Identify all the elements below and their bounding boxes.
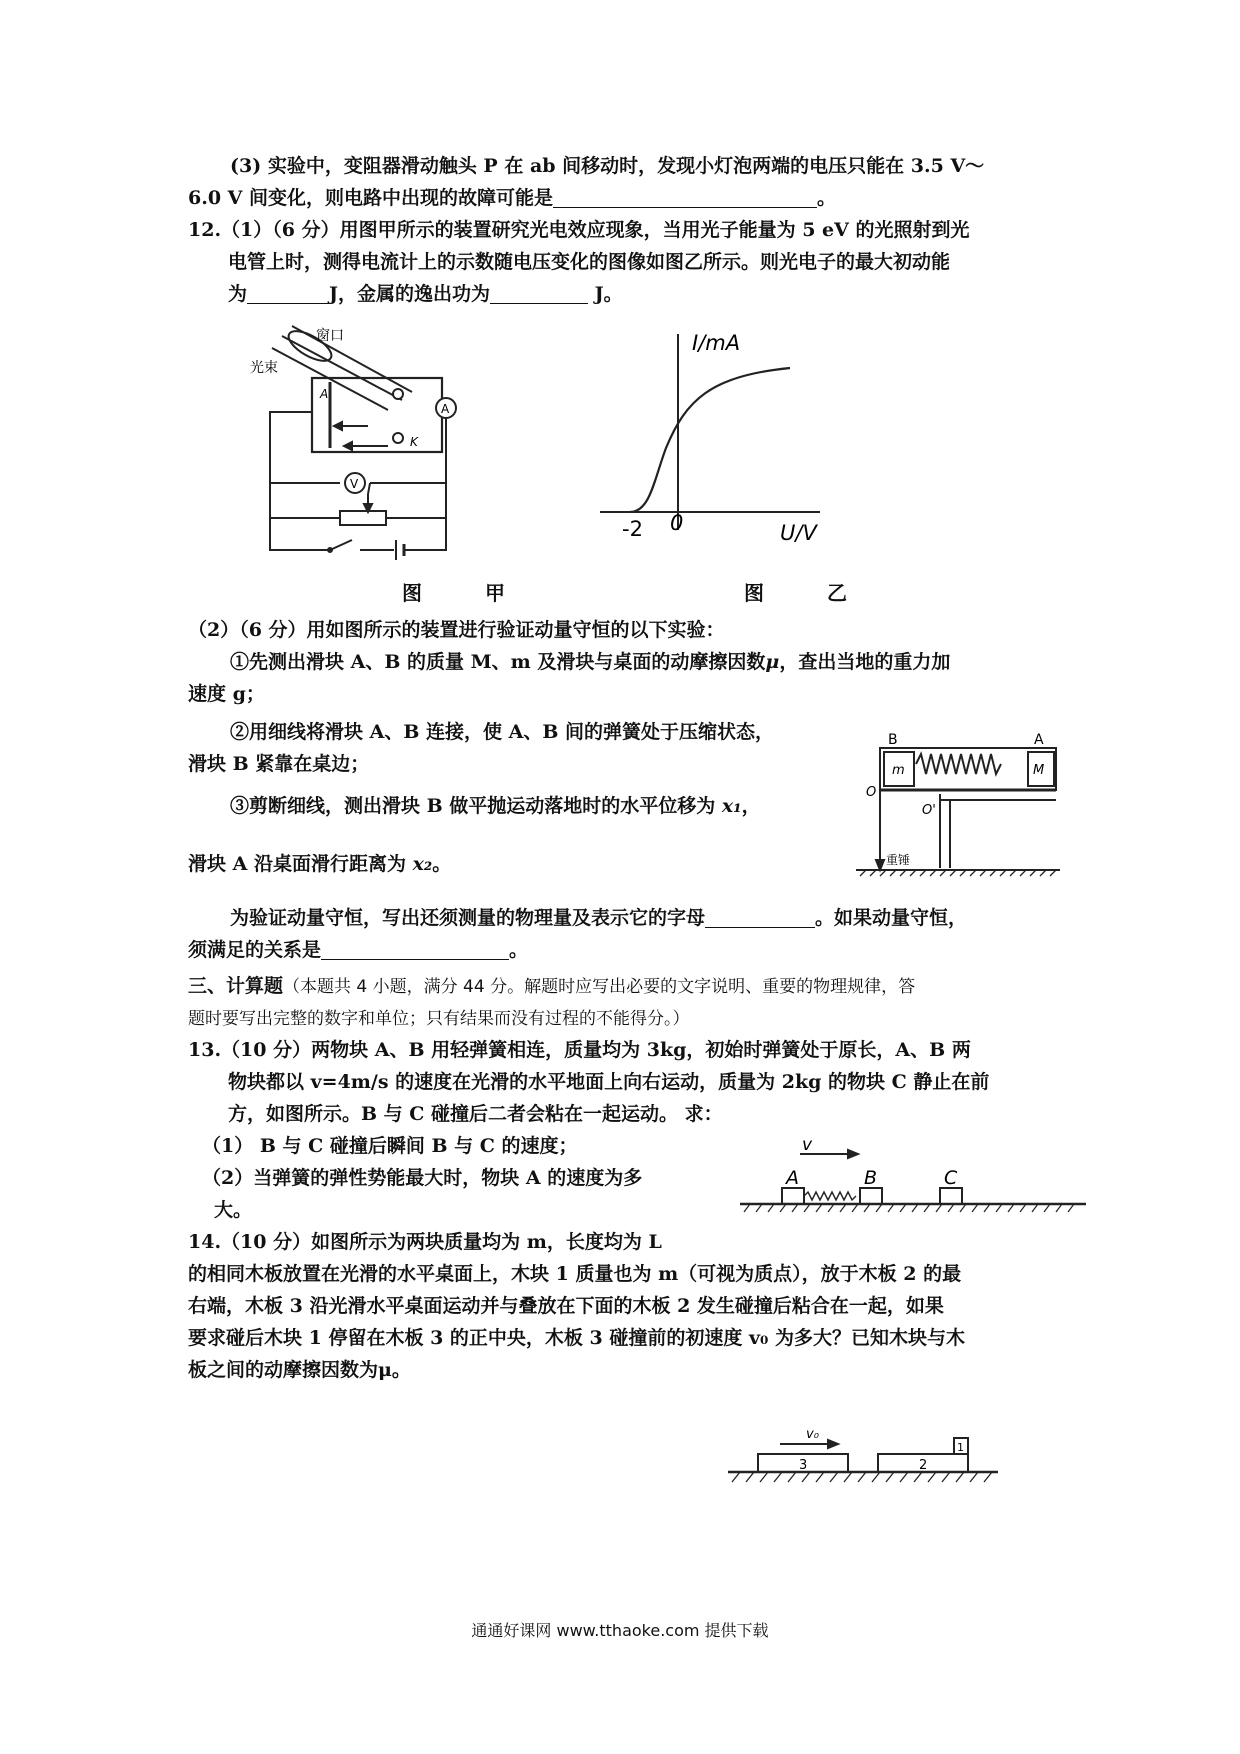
step2: ②用细线将滑块 A、B 连接，使 A、B 间的弹簧处于压缩状态， — [230, 721, 775, 743]
label-q13-b: B — [864, 1167, 878, 1189]
block-b — [860, 1188, 882, 1204]
step1-cont: 速度 g； — [188, 683, 265, 705]
section3-title: 三、计算题（本题共 4 小题，满分 44 分。解题时应写出必要的文字说明、重要的物理规律，答 — [188, 975, 916, 997]
block-c — [940, 1188, 962, 1204]
label-plumb: 重锤 — [886, 853, 911, 867]
q12-line1: 12.（1）（6 分）用图甲所示的装置研究光电效应现象，当用光子能量为 5 eV 的光照射到光 — [188, 219, 970, 241]
tick-neg-2: -2 — [622, 517, 643, 541]
verify-line2: 须满足的关系是 。 — [188, 939, 529, 961]
fig-q13-blocks — [740, 1135, 1086, 1214]
step3-cont: 滑块 A 沿桌面滑行距离为 x₂。 — [188, 853, 452, 875]
label-anode: A — [320, 387, 329, 401]
label-o: O — [866, 785, 877, 800]
q14-line4: 要求碰后木块 1 停留在木板 3 的正中央，木板 3 碰撞前的初速度 v₀ 为多大？已知木块与木 — [188, 1327, 965, 1349]
ammeter-label: A — [441, 402, 450, 416]
label-m: m — [892, 763, 905, 778]
label-beam: 光束 — [250, 360, 278, 376]
label-big-m: M — [1033, 763, 1045, 778]
q13-line1: 13.（10 分）两物块 A、B 用轻弹簧相连，质量均为 3kg，初始时弹簧处于原长，A、B 两 — [188, 1039, 971, 1061]
q14-line1: 14.（10 分）如图所示为两块质量均为 m，长度均为 L — [188, 1231, 662, 1253]
block-a — [782, 1188, 804, 1204]
q13-line3: 方，如图所示。B 与 C 碰撞后二者会粘在一起运动。 求： — [228, 1103, 723, 1125]
answer-blank-relation[interactable] — [321, 937, 509, 960]
y-axis-label: I/mA — [692, 331, 741, 355]
q12-line2: 电管上时，测得电流计上的示数随电压变化的图像如图乙所示。则光电子的最大初动能 — [228, 251, 951, 273]
section3 — [188, 970, 1054, 1035]
label-q13-a: A — [786, 1167, 799, 1189]
label-board-3: 3 — [799, 1458, 808, 1473]
verify-line1: 为验证动量守恒，写出还须测量的物理量及表示它的字母 。如果动量守恒， — [230, 907, 968, 929]
voltmeter-label: V — [350, 477, 359, 491]
label-q13-c: C — [944, 1167, 958, 1189]
q14 — [188, 1226, 1054, 1386]
q11-line2: 6.0 V 间变化，则电路中出现的故障可能是 。 — [188, 187, 837, 209]
label-v0: v₀ — [806, 1427, 819, 1442]
q11-part3 — [188, 150, 1054, 214]
label-a: A — [1034, 732, 1044, 748]
spring — [916, 754, 1001, 774]
label-cathode: K — [410, 435, 418, 449]
step1: ①先测出滑块 A、B 的质量 M、m 及滑块与桌面的动摩擦因数μ，查出当地的重力加 — [230, 651, 951, 673]
fig-momentum-apparatus — [856, 730, 1060, 876]
section3-note2: 题时要写出完整的数字和单位；只有结果而没有过程的不能得分。） — [188, 1009, 690, 1029]
label-b: B — [888, 732, 898, 748]
q14-line3: 右端，木板 3 沿光滑水平桌面运动并与叠放在下面的木板 2 发生碰撞后粘合在一起，如果 — [188, 1295, 944, 1317]
iu-curve — [630, 368, 790, 512]
q12-part2-title: （2）（6 分）用如图所示的装置进行验证动量守恒的以下实验： — [188, 619, 725, 641]
answer-blank[interactable] — [553, 185, 817, 208]
x-axis-label: U/V — [780, 521, 817, 545]
rheostat — [340, 511, 386, 525]
answer-blank-work-function[interactable] — [490, 281, 588, 304]
page-footer: 通通好课网 www.tthaoke.com 提供下载 — [471, 1621, 769, 1640]
fig-jia-circuit — [250, 328, 500, 560]
q13-sub1: （1） B 与 C 碰撞后瞬间 B 与 C 的速度； — [202, 1135, 578, 1157]
q13-sub2-cont: 大。 — [214, 1199, 253, 1221]
fig-q14-boards — [728, 1424, 998, 1492]
label-board-2: 2 — [919, 1458, 928, 1473]
fig-yi-graph — [600, 330, 840, 550]
caption-jia: 图 甲 — [402, 581, 533, 605]
q11-line1: (3) 实验中，变阻器滑动触头 P 在 ab 间移动时，发现小灯泡两端的电压只能在 3.5 V～ — [230, 155, 985, 177]
step3: ③剪断细线，测出滑块 B 做平抛运动落地时的水平位移为 x₁， — [230, 795, 761, 817]
q13-sub2: （2）当弹簧的弹性势能最大时，物块 A 的速度为多 — [202, 1167, 643, 1189]
label-v: v — [802, 1135, 813, 1155]
tick-zero: 0 — [670, 511, 684, 535]
q14-line2: 的相同木板放置在光滑的水平桌面上，木块 1 质量也为 m（可视为质点），放于木板 2 的最 — [188, 1263, 962, 1285]
q12-line3: 为 J，金属的逸出功为 J。 — [228, 283, 623, 305]
label-o-prime: O' — [922, 803, 936, 818]
answer-blank-quantity[interactable] — [705, 905, 815, 928]
q13-line2: 物块都以 v=4m/s 的速度在光滑的水平地面上向右运动，质量为 2kg 的物块 C 静止在前 — [228, 1071, 990, 1093]
spring-ab — [804, 1192, 856, 1200]
caption-yi: 图 乙 — [744, 581, 875, 605]
label-block-1: 1 — [957, 1441, 964, 1454]
answer-blank-ek[interactable] — [247, 281, 329, 304]
q14-line5: 板之间的动摩擦因数为μ。 — [188, 1359, 411, 1381]
label-window: 窗口 — [316, 328, 344, 344]
q12-part1 — [188, 214, 1054, 310]
step2-cont: 滑块 B 紧靠在桌边； — [188, 753, 370, 775]
